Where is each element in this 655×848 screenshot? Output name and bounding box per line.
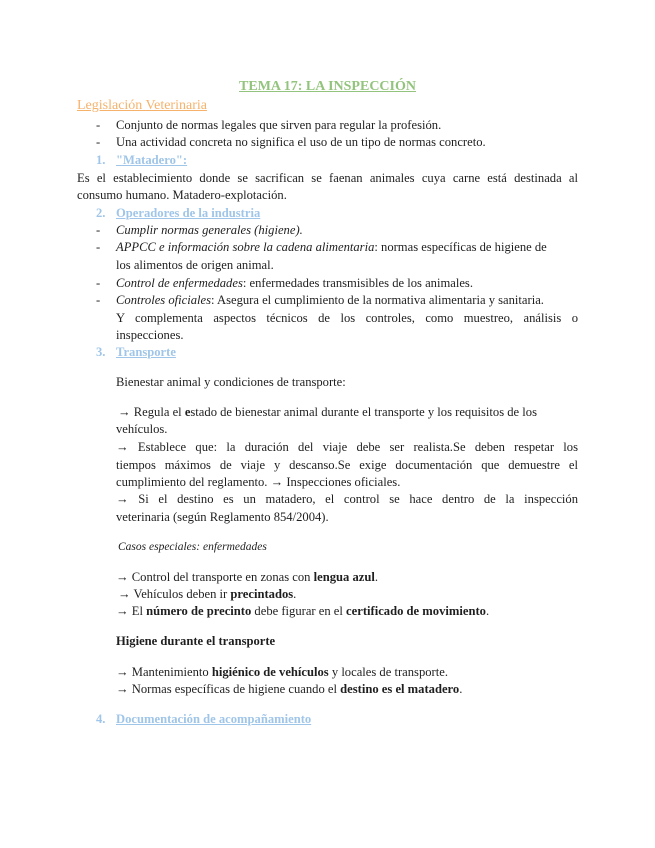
- operadores-bullet-1: Cumplir normas generales (higiene).: [116, 223, 303, 237]
- bullet-dash: -: [96, 240, 101, 254]
- operadores-bullet-4-line-2: Y complementa aspectos técnicos de los controles, como muestreo, análisis o: [116, 311, 578, 325]
- section-legislacion: Legislación Veterinaria: [77, 98, 207, 113]
- arrow-icon: →: [116, 492, 129, 506]
- casos-especiales: Casos especiales: enfermedades: [118, 541, 267, 553]
- legis-bullet-1: Conjunto de normas legales que sirven para regular la profesión.: [116, 118, 442, 132]
- list-number-3: 3.: [96, 345, 106, 359]
- bullet-dash: -: [96, 118, 101, 132]
- operadores-bullet-2-line-2: los alimentos de origen animal.: [116, 258, 274, 272]
- transporte-point-2-line-3: cumplimiento del reglamento. → Inspecciones oficiales.: [116, 475, 401, 489]
- higiene-point-2: → Normas específicas de higiene cuando el destino es el matadero.: [116, 682, 463, 696]
- operadores-bullet-4-line-3: inspecciones.: [116, 328, 184, 342]
- casos-point-1: → Control del transporte en zonas con lengua azul.: [116, 570, 378, 584]
- matadero-text-line-1: Es el establecimiento donde se sacrifican se faenan animales cuya carne está destinada al: [77, 171, 578, 185]
- transporte-point-1: → Regula el estado de bienestar animal durante el transporte y los requisitos de los: [118, 405, 537, 419]
- bullet-dash: -: [96, 276, 101, 290]
- documentacion-heading: Documentación de acompañamiento: [116, 712, 312, 726]
- arrow-icon: →: [116, 665, 129, 679]
- arrow-icon: →: [116, 604, 129, 618]
- list-number-1: 1.: [96, 153, 106, 167]
- arrow-icon: →: [270, 475, 284, 489]
- operadores-bullet-3: Control de enfermedades: enfermedades transmisibles de los animales.: [116, 276, 473, 290]
- list-number-4: 4.: [96, 712, 106, 726]
- transporte-point-2-line-2: tiempos máximos de viaje y descanso.Se exige documentación que demuestre el: [116, 458, 578, 472]
- matadero-heading: "Matadero":: [116, 153, 188, 167]
- operadores-bullet-2: APPCC e información sobre la cadena alimentaria: normas específicas de higiene de: [116, 240, 547, 254]
- higiene-point-1: → Mantenimiento higiénico de vehículos y locales de transporte.: [116, 665, 448, 679]
- matadero-text-line-2: consumo humano. Matadero-explotación.: [77, 188, 287, 202]
- arrow-icon: →: [118, 587, 131, 601]
- list-number-2: 2.: [96, 206, 106, 220]
- arrow-icon: →: [116, 570, 129, 584]
- higiene-heading: Higiene durante el transporte: [116, 634, 276, 648]
- bullet-dash: -: [96, 135, 101, 149]
- arrow-icon: →: [118, 405, 131, 419]
- arrow-icon: →: [116, 440, 129, 454]
- bullet-dash: -: [96, 293, 101, 307]
- casos-point-3: → El número de precinto debe figurar en el certificado de movimiento.: [116, 604, 490, 618]
- page-title: TEMA 17: LA INSPECCIÓN: [239, 79, 416, 94]
- bienestar-intro: Bienestar animal y condiciones de transporte:: [116, 375, 346, 389]
- transporte-point-3-line-2: veterinaria (según Reglamento 854/2004).: [116, 510, 329, 524]
- bullet-dash: -: [96, 223, 101, 237]
- legis-bullet-2: Una actividad concreta no significa el uso de un tipo de normas concreto.: [116, 135, 486, 149]
- casos-point-2: → Vehículos deben ir precintados.: [118, 587, 297, 601]
- operadores-heading: Operadores de la industria: [116, 206, 261, 220]
- transporte-heading: Transporte: [116, 345, 176, 359]
- transporte-point-3: → Si el destino es un matadero, el control se hace dentro de la inspección: [116, 492, 578, 506]
- transporte-point-1-line-2: vehículos.: [116, 422, 168, 436]
- transporte-point-2: → Establece que: la duración del viaje debe ser realista.Se deben respetar los: [116, 440, 578, 454]
- operadores-bullet-4: Controles oficiales: Asegura el cumplimiento de la normativa alimentaria y sanitaria.: [116, 293, 544, 307]
- arrow-icon: →: [116, 682, 129, 696]
